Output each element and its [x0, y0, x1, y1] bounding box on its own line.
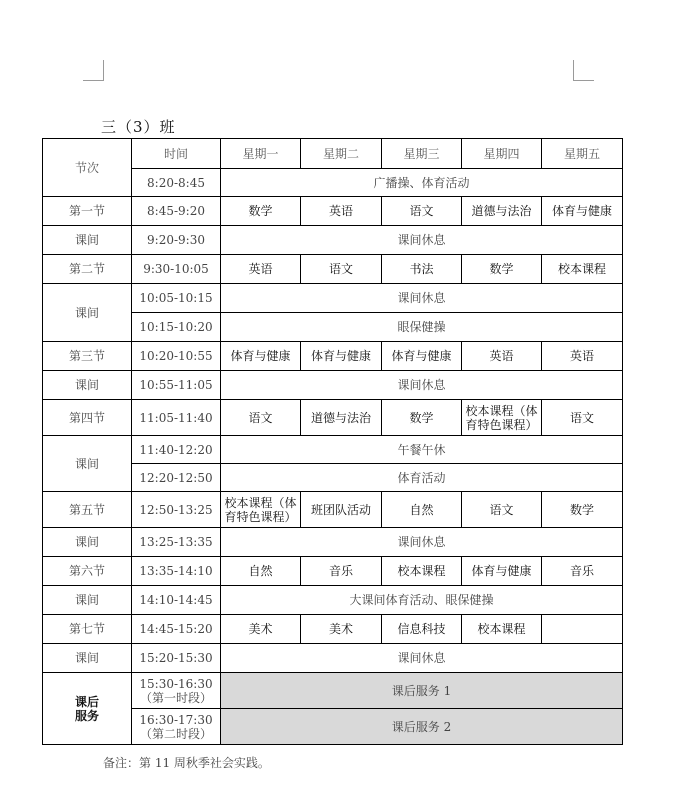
service-time: 16:30-17:30 [139, 712, 213, 727]
after-school-service-1: 课后服务 1 [221, 673, 623, 709]
break-row [43, 436, 623, 464]
time-cell: 9:30-10:05 [132, 255, 221, 284]
subject-cell: 数学 [221, 197, 301, 226]
break-row [43, 284, 623, 313]
time-cell: 9:20-9:30 [132, 226, 221, 255]
time-cell: 8:45-9:20 [132, 197, 221, 226]
day-header: 星期二 [301, 139, 382, 169]
period-label: 第七节 [43, 615, 132, 644]
after-school-label [43, 673, 132, 745]
service-time: 15:30-16:30 [139, 676, 213, 691]
after-school-label-line2: 服务 [74, 708, 99, 723]
break-row [43, 371, 623, 400]
period-label: 第一节 [43, 197, 132, 226]
subject-cell: 语文 [301, 255, 382, 284]
break-label: 课间 [43, 226, 132, 255]
subject-cell: 体育与健康 [462, 557, 542, 586]
activity-cell: 课间休息 [221, 226, 623, 255]
margin-mark-right [573, 60, 594, 81]
period-label: 第四节 [43, 400, 132, 436]
break-row [43, 644, 623, 673]
time-cell: 11:05-11:40 [132, 400, 221, 436]
period-row [43, 615, 623, 644]
subject-cell: 体育与健康 [382, 342, 462, 371]
activity-cell: 课间休息 [221, 284, 623, 313]
break-label: 课间 [43, 644, 132, 673]
after-school-label-line1: 课后 [74, 694, 99, 709]
subject-cell: 英语 [462, 342, 542, 371]
break-label: 课间 [43, 371, 132, 400]
time-cell: 10:55-11:05 [132, 371, 221, 400]
activity-cell: 大课间体育活动、眼保健操 [221, 586, 623, 615]
activity-cell: 体育活动 [221, 464, 623, 492]
subject-cell: 道德与法治 [462, 197, 542, 226]
subject-cell: 音乐 [301, 557, 382, 586]
subject-cell: 英语 [221, 255, 301, 284]
period-row [43, 342, 623, 371]
day-header: 星期一 [221, 139, 301, 169]
activity-cell: 午餐午休 [221, 436, 623, 464]
break-label: 课间 [43, 528, 132, 557]
subject-cell: 数学 [462, 255, 542, 284]
subject-cell: 班团队活动 [301, 492, 382, 528]
period-label: 第三节 [43, 342, 132, 371]
time-cell [132, 709, 221, 745]
activity-cell: 课间休息 [221, 371, 623, 400]
footnote: 备注：第 11 周秋季社会实践。 [103, 756, 270, 770]
time-cell [132, 673, 221, 709]
subject-cell: 美术 [301, 615, 382, 644]
subject-cell: 数学 [542, 492, 623, 528]
subject-cell: 美术 [221, 615, 301, 644]
period-row [43, 400, 623, 436]
margin-mark-left [83, 60, 104, 81]
subject-cell: 自然 [221, 557, 301, 586]
subject-cell: 信息科技 [382, 615, 462, 644]
time-cell: 10:15-10:20 [132, 313, 221, 342]
time-cell: 12:50-13:25 [132, 492, 221, 528]
subject-cell: 音乐 [542, 557, 623, 586]
subject-cell: 校本课程 [462, 615, 542, 644]
subject-cell: 校本课程（体育特色课程） [221, 492, 301, 528]
period-row [43, 492, 623, 528]
subject-cell: 校本课程 [382, 557, 462, 586]
activity-cell: 课间休息 [221, 528, 623, 557]
break-label: 课间 [43, 586, 132, 615]
break-label: 课间 [43, 436, 132, 492]
timetable [42, 138, 623, 745]
period-label: 第六节 [43, 557, 132, 586]
subject-cell: 校本课程（体育特色课程） [462, 400, 542, 436]
subject-cell: 道德与法治 [301, 400, 382, 436]
break-row [43, 528, 623, 557]
activity-cell: 眼保健操 [221, 313, 623, 342]
time-cell: 14:10-14:45 [132, 586, 221, 615]
subject-cell [542, 615, 623, 644]
activity-cell: 课间休息 [221, 644, 623, 673]
subject-cell: 语文 [462, 492, 542, 528]
break-row [43, 586, 623, 615]
subject-cell: 体育与健康 [542, 197, 623, 226]
subject-cell: 英语 [301, 197, 382, 226]
break-row [43, 226, 623, 255]
period-label: 第二节 [43, 255, 132, 284]
time-cell: 10:05-10:15 [132, 284, 221, 313]
subject-cell: 书法 [382, 255, 462, 284]
period-row [43, 197, 623, 226]
period-row [43, 557, 623, 586]
subject-cell: 自然 [382, 492, 462, 528]
time-header: 时间 [132, 139, 221, 169]
subject-cell: 体育与健康 [221, 342, 301, 371]
subject-cell: 体育与健康 [301, 342, 382, 371]
day-header: 星期五 [542, 139, 623, 169]
break-label: 课间 [43, 284, 132, 342]
subject-cell: 语文 [221, 400, 301, 436]
page-title: 三（3）班 [101, 118, 176, 136]
time-cell: 10:20-10:55 [132, 342, 221, 371]
subject-cell: 数学 [382, 400, 462, 436]
service-period: （第二时段） [139, 726, 212, 741]
period-label: 第五节 [43, 492, 132, 528]
after-school-service-2: 课后服务 2 [221, 709, 623, 745]
time-cell: 15:20-15:30 [132, 644, 221, 673]
subject-cell: 语文 [382, 197, 462, 226]
period-row [43, 255, 623, 284]
activity-cell: 广播操、体育活动 [221, 169, 623, 197]
time-cell: 14:45-15:20 [132, 615, 221, 644]
time-cell: 8:20-8:45 [132, 169, 221, 197]
day-header: 星期四 [462, 139, 542, 169]
section-header: 节次 [43, 139, 132, 197]
service-period: （第一时段） [139, 690, 212, 705]
subject-cell: 校本课程 [542, 255, 623, 284]
time-cell: 11:40-12:20 [132, 436, 221, 464]
header-row [43, 139, 623, 169]
time-cell: 13:25-13:35 [132, 528, 221, 557]
day-header: 星期三 [382, 139, 462, 169]
after-school-row [43, 673, 623, 709]
time-cell: 13:35-14:10 [132, 557, 221, 586]
time-cell: 12:20-12:50 [132, 464, 221, 492]
subject-cell: 英语 [542, 342, 623, 371]
subject-cell: 语文 [542, 400, 623, 436]
